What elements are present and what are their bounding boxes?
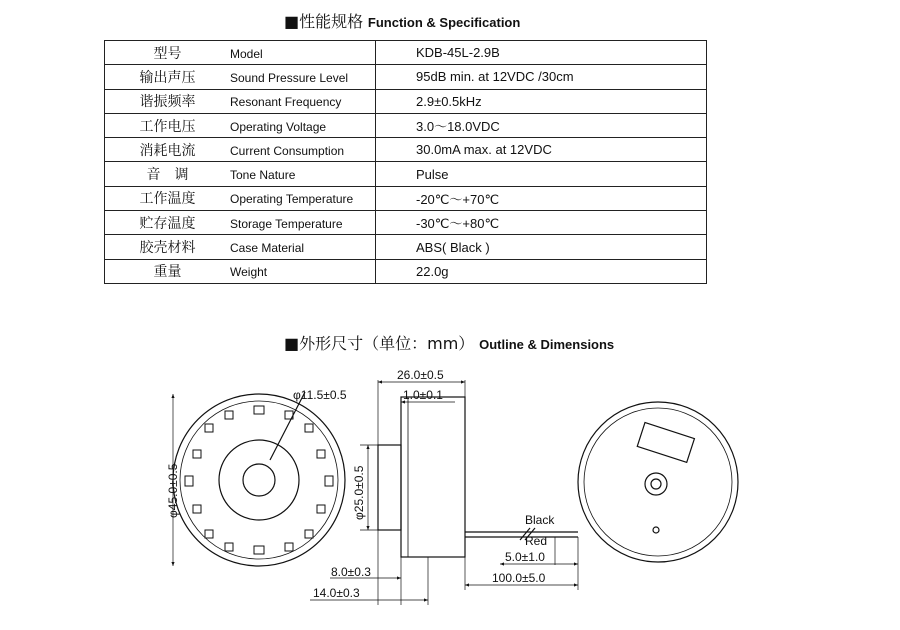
- spec-value: 2.9±0.5kHz: [376, 89, 707, 113]
- spec-label-cell: [105, 65, 376, 89]
- spec-heading-en: Function & Specification: [367, 15, 521, 30]
- spec-row: [105, 186, 707, 210]
- front-slots: [185, 406, 333, 554]
- spec-value: Pulse: [376, 162, 707, 186]
- spec-value: 3.0～18.0VDC: [376, 113, 707, 137]
- spec-label-en: Resonant Frequency: [230, 95, 342, 110]
- spec-value: -20℃～+70℃: [376, 186, 707, 210]
- rear-view: [578, 402, 738, 562]
- spec-row: [105, 211, 707, 235]
- spec-label-cell: [105, 162, 376, 186]
- spec-row: [105, 89, 707, 113]
- spec-label-zh: 贮存温度: [139, 215, 196, 232]
- body-depth-label: 14.0±0.3: [313, 586, 360, 600]
- spec-label-en: Weight: [230, 265, 268, 280]
- lead-length-label: 100.0±5.0: [492, 571, 546, 585]
- spec-label-zh: 音 调: [146, 167, 189, 184]
- front-view: [173, 392, 345, 566]
- wire-red-label: Red: [525, 534, 548, 548]
- spec-label-cell: [105, 235, 376, 259]
- spec-label-cell: [105, 41, 376, 65]
- spec-row: [105, 41, 707, 65]
- spec-label-cell: [105, 89, 376, 113]
- spec-label-en: Storage Temperature: [230, 216, 343, 231]
- spec-label-en: Current Consumption: [230, 143, 345, 158]
- boss-depth-label: 8.0±0.3: [331, 565, 371, 579]
- spec-label-zh: 谐振频率: [139, 94, 196, 111]
- front-inner-rim: [180, 401, 338, 559]
- wire-black-label: Black: [525, 513, 555, 527]
- spec-value: 22.0g: [376, 259, 707, 283]
- spec-heading-zh: 性能规格: [299, 12, 364, 31]
- spec-label-zh: 消耗电流: [139, 142, 196, 159]
- spec-label-cell: [105, 138, 376, 162]
- front-outer-circle: [173, 394, 345, 566]
- dimensions-heading: [284, 331, 614, 354]
- spec-value: 30.0mA max. at 12VDC: [376, 138, 707, 162]
- spec-row: [105, 65, 707, 89]
- outer-dia-label: φ45.0±0.5: [166, 463, 180, 518]
- front-boss-circle: [219, 440, 299, 520]
- spec-label-en: Tone Nature: [230, 168, 296, 183]
- dimensions-heading-zh: 外形尺寸（单位：mm）: [299, 334, 475, 353]
- rear-terminal-inner: [651, 479, 661, 489]
- spec-row: [105, 138, 707, 162]
- spec-label-cell: [105, 186, 376, 210]
- spec-label-en: Sound Pressure Level: [230, 70, 349, 85]
- spec-label-en: Operating Temperature: [230, 192, 354, 207]
- spec-row: [105, 162, 707, 186]
- spec-value: ABS( Black ): [376, 235, 707, 259]
- inner-dia-label: φ11.5±0.5: [293, 388, 347, 402]
- spec-row: [105, 259, 707, 283]
- spec-label-cell: [105, 113, 376, 137]
- dimensions-heading-marker: ■: [284, 334, 300, 353]
- total-width-label: 26.0±0.5: [397, 368, 444, 382]
- spec-value: 95dB min. at 12VDC /30cm: [376, 65, 707, 89]
- spec-label-zh: 重量: [153, 264, 182, 281]
- spec-label-cell: [105, 211, 376, 235]
- inner-dia-leader: [270, 392, 305, 460]
- spec-label-zh: 胶壳材料: [139, 240, 196, 257]
- front-sound-hole: [243, 464, 275, 496]
- spec-row: [105, 235, 707, 259]
- spec-label-en: Model: [230, 46, 263, 61]
- spec-label-zh: 输出声压: [139, 69, 196, 86]
- spec-heading: [284, 9, 520, 32]
- spec-label-zh: 型号: [153, 45, 182, 62]
- spec-row: [105, 113, 707, 137]
- rear-outer-circle: [578, 402, 738, 562]
- rear-inner-rim: [584, 408, 732, 556]
- outline-drawing: [0, 355, 900, 630]
- rear-label-plate: [637, 423, 694, 463]
- rear-terminal-outer: [645, 473, 667, 495]
- flange-label: 1.0±0.1: [403, 388, 443, 402]
- spec-label-en: Case Material: [230, 241, 305, 256]
- spec-table: [104, 40, 707, 284]
- boss-dia-label: φ25.0±0.5: [352, 465, 366, 520]
- spec-value: KDB-45L-2.9B: [376, 41, 707, 65]
- rear-lead-hole: [653, 527, 659, 533]
- spec-label-zh: 工作温度: [139, 191, 196, 208]
- dimensions-heading-en: Outline & Dimensions: [479, 337, 615, 352]
- spec-label-en: Operating Voltage: [230, 119, 327, 134]
- spec-label-cell: [105, 259, 376, 283]
- spec-value: -30℃～+80℃: [376, 211, 707, 235]
- strip-label: 5.0±1.0: [505, 550, 545, 564]
- side-body: [401, 397, 465, 557]
- side-boss: [378, 445, 401, 530]
- spec-label-zh: 工作电压: [139, 118, 196, 135]
- spec-heading-marker: ■: [284, 12, 300, 31]
